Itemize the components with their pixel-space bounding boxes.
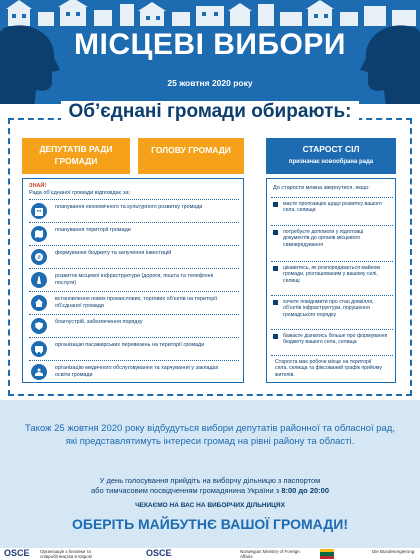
bullet-icon	[273, 202, 278, 207]
svg-text:₴: ₴	[37, 255, 41, 261]
list-item	[29, 337, 239, 359]
list-item	[271, 197, 393, 221]
voting-hours: 8:00 до 20:00	[281, 486, 330, 495]
lithuania-flag-icon	[320, 549, 334, 559]
list-item	[29, 291, 239, 313]
know-label: ЗНАЙ!	[29, 183, 47, 189]
list-item-text: організацію медичного обслуговування та харчування у закладах освіти громади	[55, 365, 219, 378]
headline-text: Об’єднані громади обирають:	[61, 101, 360, 123]
norway-text: Norwegian Ministry of Foreign Affairs	[240, 549, 300, 559]
election-date: 25 жовтня 2020 року	[167, 78, 253, 88]
list-item-text: планування економічного та культурного розвитку громади	[55, 204, 203, 210]
starosta-panel	[266, 178, 396, 383]
bullet-icon	[273, 230, 278, 235]
starosta-intro: До старости можна звернутися, якщо:	[273, 185, 370, 191]
section-headline	[0, 101, 420, 123]
column-deputies-label: ДЕПУТАТІВ РАДИ ГРОМАДИ	[39, 144, 113, 166]
list-item	[271, 295, 393, 323]
list-item	[29, 199, 239, 221]
regional-elections-note: Також 25 жовтня 2020 року відбудуться вибори депутатів районної та обласної рад, які представлятимуть інтереси громад на рівні району та області.	[25, 423, 395, 447]
column-head	[138, 138, 244, 174]
column-deputies	[22, 138, 130, 174]
hands-icon	[31, 364, 47, 380]
list-item-text: хочете повідомити про стан довкілля, об’єктів інфраструктури, порушення громадського порядку	[283, 299, 374, 318]
voting-instructions-line2: або тимчасовим посвідченням громадянина України з	[90, 486, 280, 495]
list-item	[29, 245, 239, 267]
map-icon	[31, 226, 47, 242]
list-item	[29, 360, 239, 382]
shield-icon	[31, 318, 47, 334]
column-head-label: ГОЛОВУ ГРОМАДИ	[151, 145, 231, 155]
list-item	[29, 314, 239, 336]
council-intro: Рада об’єднаної громади відповідає за:	[29, 190, 131, 196]
list-item	[29, 222, 239, 244]
column-starosta	[266, 138, 396, 174]
bullet-icon	[273, 266, 278, 271]
road-icon	[31, 272, 47, 288]
voting-instructions-line1: У день голосування прийдіть на виборчу дільницю з паспортом	[99, 476, 321, 485]
building-icon	[31, 203, 47, 219]
call-to-action: ОБЕРІТЬ МАЙБУТНЄ ВАШОЇ ГРОМАДИ!	[72, 516, 348, 532]
list-item-text: планування території громади	[55, 227, 131, 233]
bullet-icon	[273, 300, 278, 305]
list-item-text: встановлення нових промислових, торгових об’єктів на території об’єднаної громади	[55, 296, 218, 309]
bullet-icon	[273, 334, 278, 339]
council-responsibilities-panel	[22, 178, 244, 383]
osce-logo: OSCE	[4, 548, 30, 558]
waiting-message: ЧЕКАЄМО НА ВАС НА ВИБОРЧИХ ДІЛЬНИЦЯХ	[135, 502, 285, 509]
column-starosta-label: СТАРОСТ СІЛ	[302, 144, 360, 154]
list-item-text: благоустрій, забезпечення порядку	[55, 319, 143, 325]
column-starosta-sub: призначає новообрана рада	[288, 159, 374, 165]
list-item	[271, 261, 393, 289]
list-item-text: розвиток місцевої інфраструктури (дороги, пошта та телефонні послуги)	[55, 273, 214, 286]
list-item-text: маєте пропозицію щодо розвитку вашого села, селища	[283, 201, 382, 214]
osce-logo-2: OSCE	[146, 548, 172, 558]
list-item	[271, 225, 393, 255]
page-title: МІСЦЕВІ ВИБОРИ	[74, 28, 346, 61]
house-icon	[31, 295, 47, 311]
osce-text: Організація з безпеки та співробітництва в Європі	[40, 549, 93, 559]
header-banner	[0, 0, 420, 104]
bus-icon	[31, 341, 47, 357]
list-item-text: формування бюджету та залучення інвестицій	[55, 250, 172, 256]
voting-instructions	[20, 476, 400, 496]
list-item-text: цікавитесь, як розпоряджається майном громади, розташованим у вашому селі, селищі	[283, 265, 380, 284]
sponsor-footer	[0, 548, 420, 560]
germany-text: Die Bundesregierung	[372, 549, 415, 554]
list-item	[271, 355, 393, 383]
coin-icon	[31, 249, 47, 265]
starosta-note: Староста має робоче місце на території села, селища та фіксований графік прийому жителів.	[275, 359, 382, 378]
list-item	[271, 329, 393, 353]
list-item	[29, 268, 239, 290]
list-item-text: організацію пасажирських перевезень на території громади	[55, 342, 205, 348]
list-item-text: бажаєте дізнатись більше про формування бюджету вашого села, селища	[283, 333, 388, 346]
list-item-text: потребуєте допомоги у підготовці документів до органів місцевого самоврядування	[283, 229, 364, 248]
